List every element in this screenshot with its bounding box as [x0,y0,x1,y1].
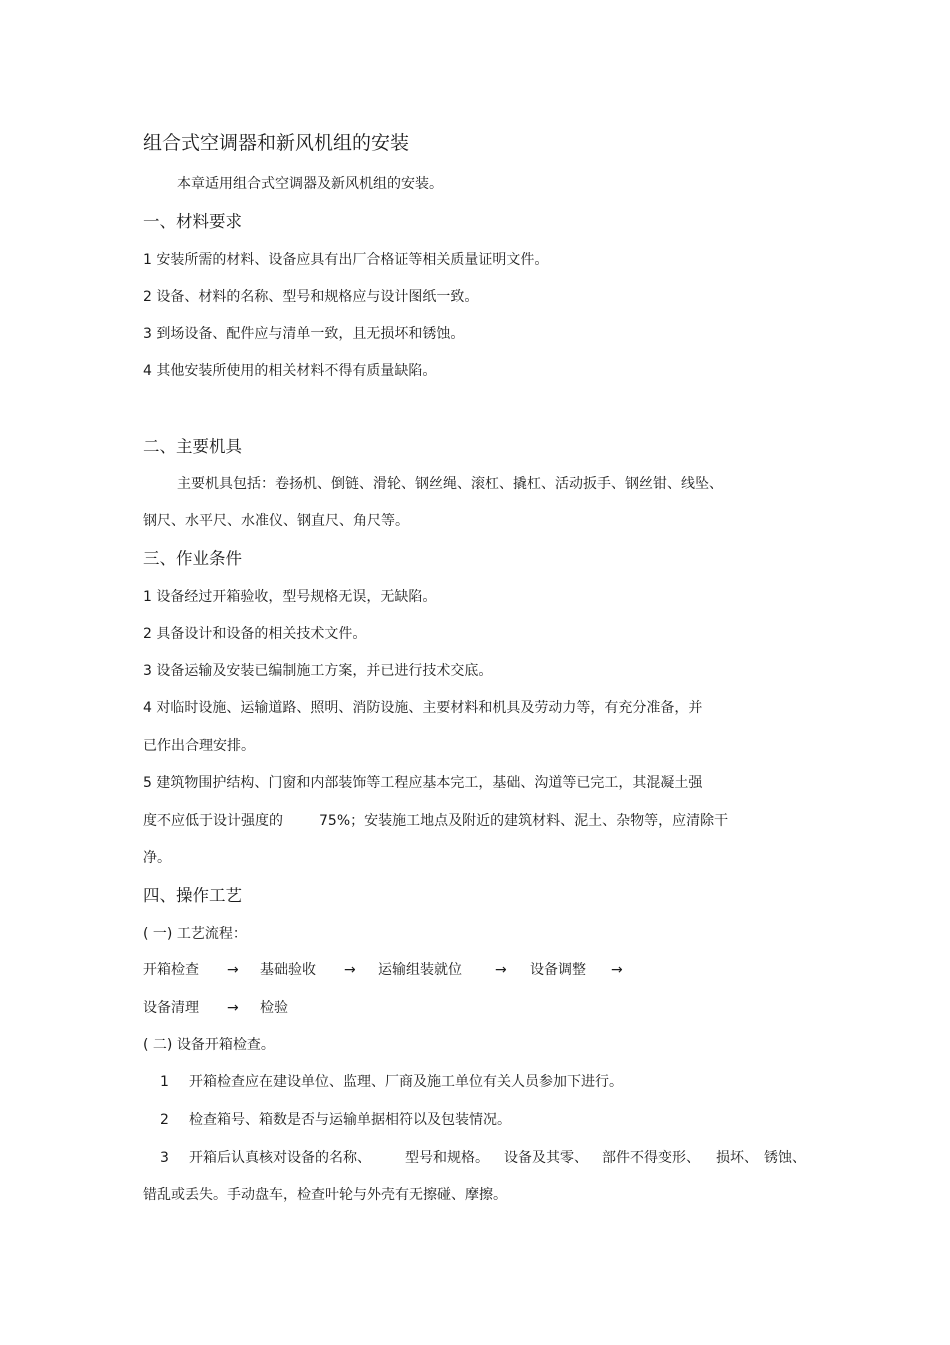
conditions-item-3: 3 设备运输及安装已编制施工方案，并已进行技术交底。 [143,663,493,679]
section-heading-conditions: 三、作业条件 [143,549,242,568]
flow-arrow-icon: → [227,1000,239,1016]
unpack-item-3-line-2: 错乱或丢失。手动盘车，检查叶轮与外壳有无擦碰、摩擦。 [143,1187,507,1203]
process-flow-row-1 [143,961,643,979]
flow-step-adjust: 设备调整 [530,962,586,978]
conditions-item-5-line-1: 5 建筑物围护结构、门窗和内部装饰等工程应基本完工，基础、沟道等已完工，其混凝土强 [143,775,703,791]
flow-step-inspect: 检验 [260,1000,288,1016]
tools-line-2: 钢尺、水平尺、水准仪、钢直尺、角尺等。 [143,513,409,529]
unpack-item-1-number: 1 [160,1074,169,1090]
materials-item-4: 4 其他安装所使用的相关材料不得有质量缺陷。 [143,363,437,379]
unpack-item-2-text: 检查箱号、箱数是否与运输单据相符以及包装情况。 [189,1112,511,1128]
intro-paragraph: 本章适用组合式空调器及新风机组的安装。 [177,176,443,192]
unpack-item-3-part-1: 开箱后认真核对设备的名称、 [189,1150,371,1166]
unpack-item-3-part-2: 型号和规格。 [405,1150,489,1166]
conditions-item-5-line-2 [143,812,763,830]
conditions-item-5-part-1: 度不应低于设计强度的 [143,813,283,829]
unpack-item-3-part-6: 锈蚀、 [764,1150,806,1166]
conditions-item-4-line-1: 4 对临时设施、运输道路、照明、消防设施、主要材料和机具及劳动力等，有充分准备，并 [143,700,703,716]
unpack-item-1-text: 开箱检查应在建设单位、监理、厂商及施工单位有关人员参加下进行。 [189,1074,623,1090]
unpack-item-3-part-3: 设备及其零、 [504,1150,588,1166]
materials-item-2: 2 设备、材料的名称、型号和规格应与设计图纸一致。 [143,289,479,305]
flow-arrow-icon: → [344,962,356,978]
flow-arrow-icon: → [495,962,507,978]
flow-step-unpack: 开箱检查 [143,962,199,978]
unpack-item-3-part-5: 损坏、 [716,1150,758,1166]
section-heading-materials: 一、材料要求 [143,212,242,231]
unpack-item-1 [143,1073,743,1091]
flow-step-foundation: 基础验收 [260,962,316,978]
unpack-item-2 [143,1111,743,1129]
unpack-item-3-number: 3 [160,1150,169,1166]
conditions-item-5-line-3: 净。 [143,850,171,866]
conditions-item-4-line-2: 已作出合理安排。 [143,738,255,754]
section-heading-tools: 二、主要机具 [143,437,242,456]
tools-line-1: 主要机具包括：卷扬机、倒链、滑轮、钢丝绳、滚杠、撬杠、活动扳手、钢丝钳、线坠、 [177,476,723,492]
materials-item-3: 3 到场设备、配件应与清单一致，且无损坏和锈蚀。 [143,326,465,342]
flow-arrow-icon: → [227,962,239,978]
conditions-item-2: 2 具备设计和设备的相关技术文件。 [143,626,367,642]
section-heading-process: 四、操作工艺 [143,886,242,905]
process-subheading-unpack: ( 二) 设备开箱检查。 [143,1037,275,1053]
unpack-item-2-number: 2 [160,1112,169,1128]
process-subheading-flow: ( 一) 工艺流程： [143,926,247,942]
conditions-item-5-part-2: 75%；安装施工地点及附近的建筑材料、泥土、杂物等，应清除干 [319,813,729,829]
flow-step-clean: 设备清理 [143,1000,199,1016]
process-flow-row-2 [143,999,343,1017]
unpack-item-3-part-4: 部件不得变形、 [602,1150,700,1166]
document-title: 组合式空调器和新风机组的安装 [143,132,410,154]
conditions-item-1: 1 设备经过开箱验收，型号规格无误，无缺陷。 [143,589,437,605]
flow-step-transport: 运输组装就位 [378,962,462,978]
materials-item-1: 1 安装所需的材料、设备应具有出厂合格证等相关质量证明文件。 [143,252,549,268]
unpack-item-3-line-1 [143,1149,823,1167]
flow-arrow-icon: → [611,962,623,978]
